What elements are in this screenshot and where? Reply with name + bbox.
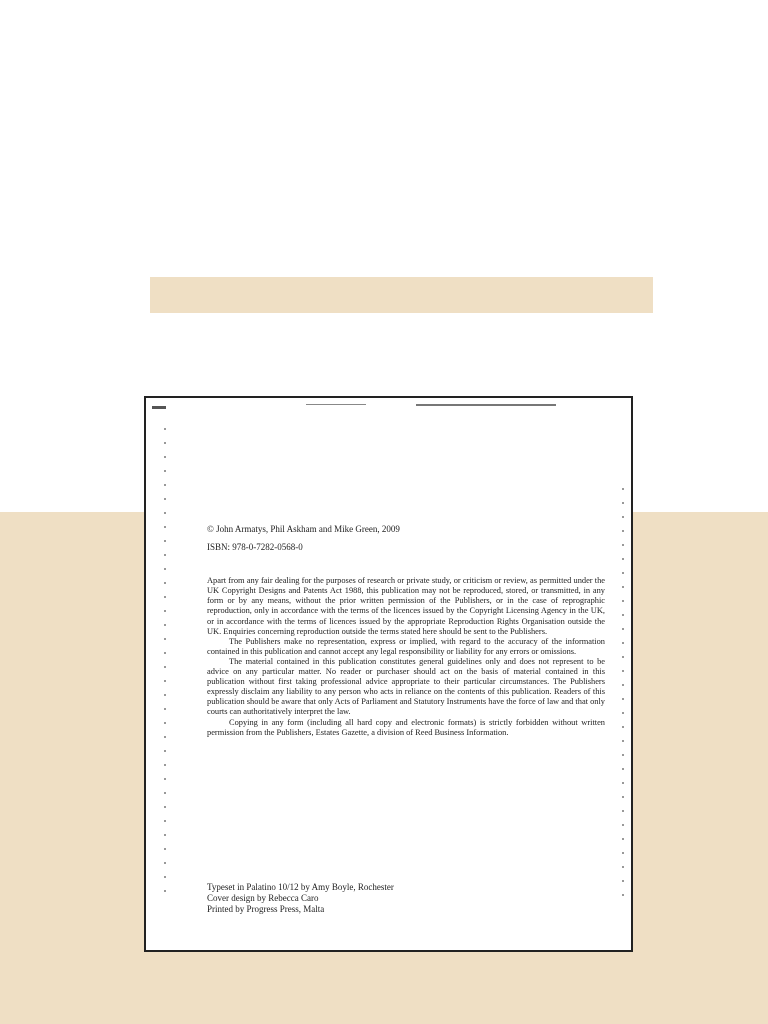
- copyright-notice: [207, 524, 605, 738]
- top-decorative-band: [150, 277, 653, 313]
- scan-artifact: [416, 404, 556, 406]
- cover-design-credit: Cover design by Rebecca Caro: [207, 893, 319, 903]
- left-margin-dots: [164, 428, 166, 898]
- right-margin-dots: [622, 488, 624, 908]
- production-credits: [207, 882, 605, 915]
- document-page: [144, 396, 633, 952]
- typeset-credit: Typeset in Palatino 10/12 by Amy Boyle, Rochester: [207, 882, 394, 892]
- rights-paragraph: Apart from any fair dealing for the purposes of research or private study, or criticism or review, as permitted under the UK Copyright Designs and Patents Act 1988, this publication may not be reproduced, stored, or transmitted, in any form or by any means, without the prior written permission of the Publishers, or in the case of reprographic reproduction, only in accordance with the terms of the licences issued by the Copyright Licensing Agency in the UK, or in accordance with the terms of licences issued by the appropriate Reproduction Rights Organisation outside the UK. Enquiries concerning reproduction outside the terms stated here should be sent to the Publishers.: [207, 576, 605, 636]
- isbn-line: ISBN: 978-0-7282-0568-0: [207, 542, 303, 553]
- printer-credit: Printed by Progress Press, Malta: [207, 904, 325, 914]
- copying-paragraph: Copying in any form (including all hard copy and electronic formats) is strictly forbidden without written permission from the Publishers, Estates Gazette, a division of Reed Business Information.: [207, 717, 605, 737]
- copyright-line: © John Armatys, Phil Askham and Mike Green, 2009: [207, 524, 400, 534]
- disclaimer-paragraph: The Publishers make no representation, express or implied, with regard to the accuracy of the information contained in this publication and cannot accept any legal responsibility or liability for any errors or omissions.: [207, 636, 605, 656]
- guidelines-paragraph: The material contained in this publication constitutes general guidelines only and does not represent to be advice on any particular matter. No reader or purchaser should act on the basis of material contained in this publication without first taking professional advice appropriate to their particular circumstances. The Publishers expressly disclaim any liability to any person who acts in reliance on the contents of this publication. Readers of this publication should be aware that only Acts of Parliament and Statutory Instruments have the force of law and that only courts can authoritatively interpret the law.: [207, 656, 605, 717]
- scan-artifact: [306, 404, 366, 405]
- scan-artifact: [152, 406, 166, 409]
